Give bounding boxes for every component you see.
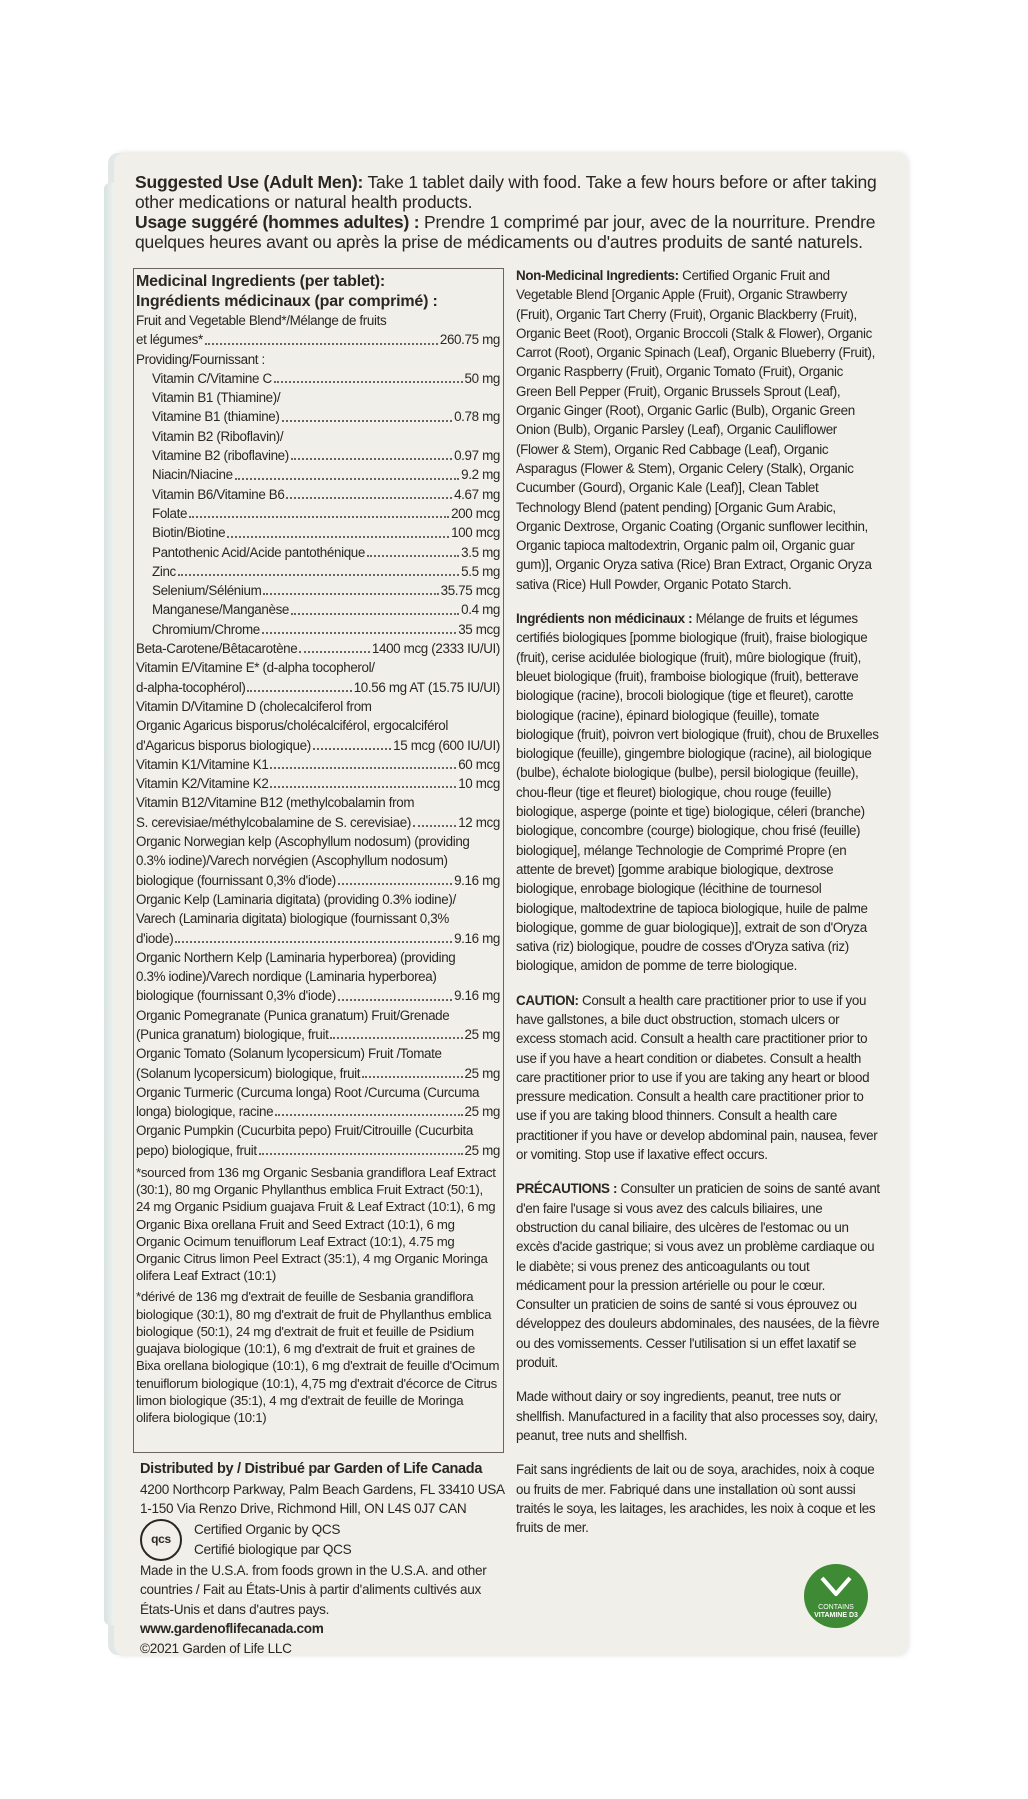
ingredient-line: Vitamin D/Vitamine D (cholecalciferol from (136, 698, 372, 714)
suggested-use-en (135, 172, 895, 212)
ingredient-row-k2 (136, 774, 500, 793)
non-medicinal-en-title: Non-Medicinal Ingredients: (516, 268, 679, 283)
ingredient-line: Organic Pomegranate (Punica granatum) Fruit/Grenade (136, 1007, 450, 1023)
caution-title: CAUTION: (516, 992, 579, 1008)
sourced-note-en: *sourced from 136 mg Organic Sesbania grandiflora Leaf Extract (30:1), 80 mg Organic Phyllanthus emblica Fruit Extract (50:1), 24 mg Organic Psidium guajava Fruit & Leaf Extract (10:1), 6 mg Organic Bixa orellana Fruit and Seed Extract (10:1), 6 mg Organic Ocimum tenuiflorum Leaf Extract (10:1), 4.75 mg Organic Citrus limon Peel Extract (35:1), 4 mg Organic Moringa olifera Leaf Extract (10:1) (136, 1165, 496, 1284)
ingredient-row-chromium (152, 620, 500, 639)
ingredient-label: Pantothenic Acid/Acide pantothénique (152, 544, 365, 560)
sourced-note-fr: *dérivé de 136 mg d'extrait de feuille de Sesbania grandiflora biologique (30:1), 80 mg d'extrait de fruit de Phyllanthus emblica biologique (50:1), 24 mg d'extrait de fruit et feuille de Psidium guajava biologique (10:1), 6 mg d'extrait de fruit et graines de Bixa orellana biologique (10:1), 6 mg d'extrait de feuille d'Ocimum tenuiflorum biologique (10:1), 4,75 mg d'extrait d'écorce de Citrus limon biologique (35:1), 4 mg d'extrait de feuille de Moringa olifera biologique (10:1) (136, 1289, 500, 1425)
ingredient-line: Organic Turmeric (Curcuma longa) Root /Curcuma (Curcuma (136, 1084, 480, 1100)
ingredient-label: Vitamine B1 (thiamine) (152, 409, 280, 425)
allergen-en: Made without dairy or soy ingredients, peanut, tree nuts or shellfish. Manufactured in a facility that also processes soy, dairy, peanut, tree nuts and shellfish. (516, 1389, 878, 1443)
ingredient-value: 260.75 mg (439, 332, 500, 348)
qcs-logo-icon: qcs (140, 1519, 182, 1561)
ingredient-row-beta-carotene (136, 639, 500, 658)
ingredient-row-b6 (152, 485, 500, 504)
ingredient-row-pumpkin (136, 1141, 500, 1160)
ingredient-value: 12 mcg (458, 814, 500, 830)
ingredient-label: pepo) biologique, fruit (136, 1142, 257, 1158)
ingredient-value: 9.16 mg (454, 930, 500, 946)
ingredient-value: 4.67 mg (454, 486, 500, 502)
ingredient-label: Manganese/Manganèse (152, 602, 290, 618)
address-us: 4200 Northcorp Parkway, Palm Beach Gardens, FL 33410 USA (140, 1481, 505, 1497)
blend-line: Fruit and Vegetable Blend*/Mélange de fruits (136, 313, 387, 328)
address-ca: 1-150 Via Renzo Drive, Richmond Hill, ON L4S 0J7 CAN (140, 1501, 467, 1516)
ingredient-value: 9.16 mg (454, 872, 500, 888)
ingredient-line: Vitamin E/Vitamine E* (d-alpha tocopherol/ (136, 660, 375, 676)
ingredient-row-kelp (136, 929, 500, 948)
made-in (140, 1561, 510, 1639)
ingredient-value: 10 mcg (458, 776, 500, 792)
caution (516, 991, 880, 1165)
distributor-block (140, 1460, 510, 1658)
ingredient-label: Vitamin B6/Vitamine B6 (152, 486, 285, 502)
precautions (516, 1179, 880, 1372)
ingredient-row-tomato (136, 1064, 500, 1083)
caution-text: Consult a health care practitioner prior to use if you have gallstones, a bile duct obstruction, stomach ulcers or excess stomach acid. Consult a health care practitioner prior to use if you have a heart condition or diabetes. Consult a health care practitioner prior to use if you are taking any heart or blood pressure medication. Consult a health care practitioner prior to use if you are taking blood thinners. Consult a health care practitioner if you have or develop abdominal pain, nausea, fever or vomiting. Stop use if laxative effect occurs. (516, 992, 878, 1163)
ingredient-label: d-alpha-tocophérol) (136, 679, 246, 695)
ingredient-label: Chromium/Chrome (152, 621, 260, 637)
ingredient-label: d'iode) (136, 930, 174, 946)
precautions-text: Consulter un praticien de soins de santé avant d'en faire l'usage si vous avez des calculs biliaires, une obstruction du canal biliaire, des ulcères de l'estomac ou un excès d'acide gastrique; si vous avez un problème cardiaque ou le diabète; si vous prenez des anticoagulants ou tout médicament pour la pression artérielle ou pour le cœur. Consulter un praticien de soins de santé si vous éprouvez ou développez des douleurs abdominales, des nausées, de la fièvre ou des vomissements. Cesser l'utilisation si un effet laxatif se produit. (516, 1181, 880, 1371)
ingredient-row-vitd (136, 736, 500, 755)
vitamin-d3-badge (804, 1564, 868, 1628)
ingredient-row-biotin (152, 523, 500, 542)
ingredient-line: Organic Norwegian kelp (Ascophyllum nodosum) (providing (136, 834, 470, 850)
ingredient-label: S. cerevisiae/méthylcobalamine de S. cerevisiae) (136, 814, 411, 830)
ingredient-label: Vitamin K1/Vitamine K1 (136, 756, 269, 772)
ingredient-row-vitc (152, 369, 500, 388)
medicinal-heading-fr: Ingrédients médicinaux (par comprimé) : (136, 292, 438, 310)
ingredient-value: 0.4 mg (461, 602, 500, 618)
providing-label: Providing/Fournissant : (136, 351, 265, 367)
ingredient-label: Selenium/Sélénium (152, 583, 262, 599)
non-medicinal-fr (516, 609, 880, 976)
ingredient-row-manganese (152, 600, 500, 619)
ingredient-line: Organic Northern Kelp (Laminaria hyperborea) (providing (136, 949, 456, 965)
suggested-use-fr-title: Usage suggéré (hommes adultes) : (135, 212, 420, 232)
ingredient-value: 35.75 mcg (440, 583, 500, 599)
ingredient-row-turmeric (136, 1102, 500, 1121)
ingredient-value: 10.56 mg AT (15.75 IU/UI) (353, 679, 500, 695)
ingredient-row-blend (136, 330, 500, 349)
non-medicinal-fr-text: Mélange de fruits et légumes certifiés biologiques [pomme biologique (fruit), fraise biologique (fruit), cerise acidulée biologique (fruit), mûre biologique (fruit), bleuet biologique (fruit), framboise biologique (fruit), betterave biologique (racine), brocoli biologique (tige et fleuret), carotte biologique (racine), épinard biologique (feuille), tomate biologique (fruit), poivron vert biologique (fruit), chou de Bruxelles biologique (feuille), gingembre biologique (racine), ail biologique (bulbe), échalote biologique (bulbe), persil biologique (feuille), chou-fleur (tige et fleuret) biologique, chou rouge (feuille) biologique, asperge (pointe et tige) biologique, céleri (branche) biologique, concombre (courge) biologique, chou frisé (feuille) biologique], mélange Technologie de Comprimé Propre (en attente de brevet) [gomme arabique biologique, dextrose biologique, enrobage biologique (lécithine de tournesol biologique, maltodextrine de tapioca biologique, huile de palme biologique, gomme de guar biologique)], extrait de son d'Oryza sativa (riz) biologique, poudre de cosses d'Oryza sativa (riz) biologique, amidon de pomme de terre biologique. (516, 611, 879, 974)
ingredient-line: 0.3% iodine)/Varech nordique (Laminaria hyperborea) (136, 969, 437, 985)
ingredient-value: 5.5 mg (461, 563, 500, 579)
ingredient-label: Niacin/Niacine (152, 467, 233, 483)
suggested-use-fr-text: Prendre 1 comprimé par jour, avec de la nourriture. Prendre quelques heures avant ou après la prise de médicaments ou d'autres produits de santé naturels. (135, 212, 876, 252)
ingredient-value: 100 mcg (451, 525, 500, 541)
badge-line2: VITAMINE D3 (814, 1612, 858, 1619)
distributor-title: Distributed by / Distribué par Garden of Life Canada (140, 1461, 483, 1477)
ingredient-value: 25 mg (464, 1065, 500, 1081)
ingredient-label: Folate (152, 505, 188, 521)
made-in-text: Made in the U.S.A. from foods grown in the U.S.A. and other countries / Fait au États-Unis à partir d'aliments cultivés aux États-Unis et dans d'autres pays. (140, 1562, 487, 1617)
ingredient-line: Vitamin B12/Vitamine B12 (methylcobalamin from (136, 795, 415, 811)
ingredient-label: Vitamine B2 (riboflavine) (152, 448, 289, 464)
ingredient-label: Beta-Carotene/Bêtacarotène (136, 641, 298, 657)
ingredient-value: 3.5 mg (461, 544, 500, 560)
chevron-logo-icon (818, 1574, 854, 1598)
medicinal-ingredients (136, 272, 500, 1426)
ingredient-value: 1400 mcg (2333 IU/UI) (371, 641, 500, 657)
suggested-use-en-text: Take 1 tablet daily with food. Take a few hours before or after taking other medications or natural health products. (135, 172, 877, 212)
ingredient-value: 25 mg (464, 1026, 500, 1042)
ingredient-value: 200 mcg (451, 505, 500, 521)
ingredient-line: Organic Pumpkin (Cucurbita pepo) Fruit/Citrouille (Cucurbita (136, 1123, 473, 1139)
ingredient-value: 35 mcg (458, 621, 500, 637)
ingredient-line: Vitamin B2 (Riboflavin)/ (152, 428, 284, 444)
ingredient-label: Biotin/Biotine (152, 525, 226, 541)
ingredient-line: Organic Agaricus bisporus/cholécalciférol, ergocalciférol (136, 718, 448, 734)
ingredient-row-b2 (152, 446, 500, 465)
ingredient-line: Organic Tomato (Solanum lycopersicum) Fruit /Tomate (136, 1046, 442, 1062)
ingredient-row-northern-kelp (136, 986, 500, 1005)
ingredient-row-b12 (136, 813, 500, 832)
ingredient-label: biologique (fournissant 0,3% d'iode) (136, 872, 336, 888)
ingredient-label: d'Agaricus bisporus biologique) (136, 737, 311, 753)
ingredient-line: Vitamin B1 (Thiamine)/ (152, 390, 281, 406)
ingredient-value: 50 mg (464, 370, 500, 386)
ingredient-row-selenium (152, 581, 500, 600)
ingredient-label: Zinc (152, 563, 176, 579)
website-link[interactable]: www.gardenoflifecanada.com (140, 1621, 324, 1636)
ingredient-value: 9.2 mg (461, 467, 500, 483)
ingredient-row-norwegian-kelp (136, 871, 500, 890)
ingredient-row-pomegranate (136, 1025, 500, 1044)
badge-line1: CONTAINS (818, 1604, 854, 1611)
ingredient-value: 9.16 mg (454, 988, 500, 1004)
ingredient-label: Vitamin C/Vitamine C (152, 370, 272, 386)
ingredient-value: 0.97 mg (454, 448, 500, 464)
ingredient-label: biologique (fournissant 0,3% d'iode) (136, 988, 336, 1004)
ingredient-row-pantothenic (152, 543, 500, 562)
ingredient-label: longa) biologique, racine (136, 1104, 274, 1120)
ingredient-line: Organic Kelp (Laminaria digitata) (providing 0.3% iodine)/ (136, 891, 456, 907)
ingredient-row-folate (152, 504, 500, 523)
ingredient-row-zinc (152, 562, 500, 581)
qcs-fr: Certifié biologique par QCS (194, 1541, 352, 1557)
ingredient-label: (Punica granatum) biologique, fruit (136, 1026, 329, 1042)
ingredient-line: Varech (Laminaria digitata) biologique (fournissant 0,3% (136, 911, 449, 927)
ingredient-value: 60 mcg (458, 756, 500, 772)
suggested-use-fr (135, 212, 895, 252)
ingredient-value: 0.78 mg (454, 409, 500, 425)
allergen-fr: Fait sans ingrédients de lait ou de soya, arachides, noix à coque ou fruits de mer. Fabriqué dans une installation où sont aussi traités le soya, les laitages, les arachides, les noix à coque et les fruits de mer. (516, 1462, 876, 1536)
suggested-use (135, 172, 895, 252)
medicinal-heading-en: Medicinal Ingredients (per tablet): (136, 273, 386, 290)
ingredient-value: 25 mg (464, 1142, 500, 1158)
ingredient-line: 0.3% iodine)/Varech norvégien (Ascophyllum nodosum) (136, 853, 448, 869)
ingredient-label: (Solanum lycopersicum) biologique, fruit (136, 1065, 361, 1081)
ingredient-row-b1 (152, 407, 500, 426)
right-column (516, 266, 880, 1552)
qcs-en: Certified Organic by QCS (194, 1522, 341, 1537)
qcs-certification (140, 1519, 510, 1561)
non-medicinal-en-text: Certified Organic Fruit and Vegetable Blend [Organic Apple (Fruit), Organic Strawberry (Fruit), Organic Tart Cherry (Fruit), Organic Blackberry (Fruit), Organic Beet (Root), Organic Broccoli (Stalk & Flower), Organic Carrot (Root), Organic Spinach (Leaf), Organic Blueberry (Fruit), Organic Raspberry (Fruit), Organic Tomato (Fruit), Organic Green Bell Pepper (Fruit), Organic Brussels Sprout (Leaf), Organic Ginger (Root), Organic Garlic (Bulb), Organic Green Onion (Bulb), Organic Parsley (Leaf), Organic Cauliflower (Flower & Stem), Organic Red Cabbage (Leaf), Organic Asparagus (Flower & Stem), Organic Celery (Stalk), Organic Cucumber (Gourd), Organic Kale (Leaf)], Clean Tablet Technology Blend (patent pending) [Organic Gum Arabic, Organic Dextrose, Organic Coating (Organic sunflower lecithin, Organic tapioca maltodextrin, Organic palm oil, Organic guar gum)], Organic Oryza sativa (Rice) Bran Extract, Organic Oryza sativa (Rice) Hull Powder, Organic Potato Starch. (516, 268, 876, 592)
ingredient-label: et légumes* (136, 332, 203, 348)
ingredient-value: 25 mg (464, 1104, 500, 1120)
ingredient-row-k1 (136, 755, 500, 774)
precautions-title: PRÉCAUTIONS : (516, 1181, 618, 1197)
suggested-use-en-title: Suggested Use (Adult Men): (135, 172, 364, 192)
copyright: ©2021 Garden of Life LLC (140, 1640, 292, 1656)
ingredient-row-niacin (152, 465, 500, 484)
ingredient-value: 15 mcg (600 IU/UI) (393, 737, 500, 753)
ingredient-row-vite (136, 678, 500, 697)
non-medicinal-en (516, 266, 880, 594)
non-medicinal-fr-title: Ingrédients non médicinaux : (516, 611, 693, 627)
ingredient-label: Vitamin K2/Vitamine K2 (136, 776, 269, 792)
badge-text (804, 1604, 868, 1620)
